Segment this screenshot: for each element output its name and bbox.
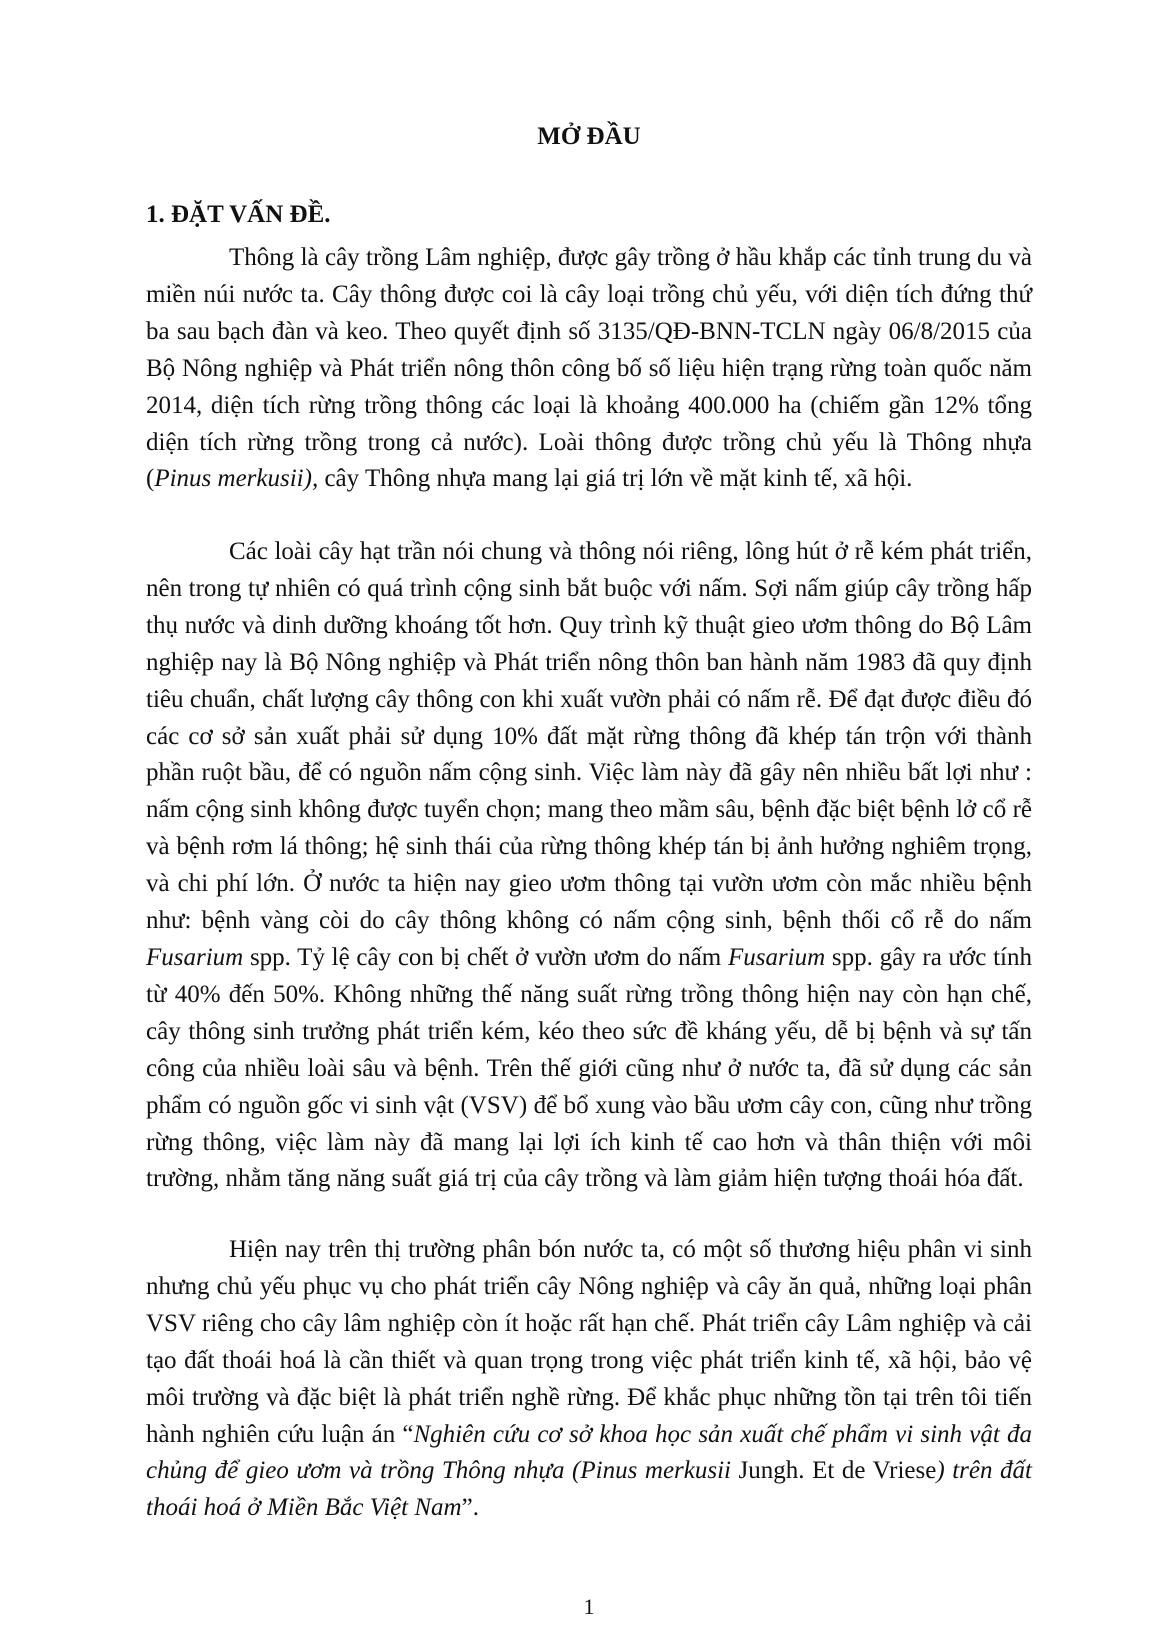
paragraph-3-text-2: Jungh. Et de Vriese: [731, 1457, 937, 1485]
paragraph-1-italic-species: Pinus merkusii),: [154, 465, 319, 493]
page-number: 1: [583, 1594, 595, 1619]
paragraph-2-text-3: spp. gây ra ước tính từ 40% đến 50%. Không những thế năng suất rừng trồng thông hiện nay còn hạn chế, cây thông sinh trưởng phát triển kém, kéo theo sức đề kháng yếu, dễ bị bệnh và sự tấn công của nhiều loài sâu và bệnh. Trên thế giới cũng như ở nước ta, đã sử dụng các sản phẩm có nguồn gốc vi sinh vật (VSV) để bổ xung vào bầu ươm cây con, cũng như trồng rừng thông, việc làm này đã mang lại lợi ích kinh tế cao hơn và thân thiện với môi trường, nhằm tăng năng suất giá trị của cây trồng và làm giảm hiện tượng thoái hóa đất.: [146, 943, 1032, 1193]
paragraph-2-text-1: Các loài cây hạt trần nói chung và thông nói riêng, lông hút ở rễ kém phát triển, nên trong tự nhiên có quá trình cộng sinh bắt buộc với nấm. Sợi nấm giúp cây trồng hấp thụ nước và dinh dưỡng khoáng tốt hơn. Quy trình kỹ thuật gieo ươm thông do Bộ Lâm nghiệp nay là Bộ Nông nghiệp và Phát triển nông thôn ban hành năm 1983 đã quy định tiêu chuẩn, chất lượng cây thông con khi xuất vườn phải có nấm rễ. Để đạt được điều đó các cơ sở sản xuất phải sử dụng 10% đất mặt rừng thông đã khép tán trộn với thành phần ruột bầu, để có nguồn nấm cộng sinh. Việc làm này đã gây nên nhiều bất lợi như : nấm cộng sinh không được tuyển chọn; mang theo mầm sâu, bệnh đặc biệt bệnh lở cổ rễ và bệnh rơm lá thông; hệ sinh thái của rừng thông khép tán bị ảnh hưởng nghiêm trọng, và chi phí lớn. Ở nước ta hiện nay gieo ươm thông tại vườn ươm còn mắc nhiều bệnh như: bệnh vàng còi do cây thông không có nấm cộng sinh, bệnh thối cổ rễ do nấm: [146, 538, 1032, 935]
paragraph-1-text-1: Thông là cây trồng Lâm nghiệp, được gây trồng ở hầu khắp các tỉnh trung du và miền núi nước ta. Cây thông được coi là cây loại trồng chủ yếu, với diện tích đứng thứ ba sau bạch đàn và keo. Theo quyết định số 3135/QĐ-BNN-TCLN ngày 06/8/2015 của Bộ Nông nghiệp và Phát triển nông thôn công bố số liệu hiện trạng rừng toàn quốc năm 2014, diện tích rừng trồng thông các loại là khoảng 400.000 ha (chiếm gần 12% tổng diện tích rừng trồng trong cả nước). Loài thông được trồng chủ yếu là Thông nhựa (: [146, 244, 1032, 493]
paragraph-2: [146, 534, 1032, 1198]
section-heading: 1. ĐẶT VẤN ĐỀ.: [146, 201, 331, 228]
paragraph-1-text-2: cây Thông nhựa mang lại giá trị lớn về mặt kinh tế, xã hội.: [318, 465, 913, 493]
paragraph-3-italic-thesis-title-2: ) trên đất thoái hoá ở Miền Bắc Việt Nam: [146, 1457, 1032, 1522]
paragraph-3-italic-thesis-title-1: Nghiên cứu cơ sở khoa học sản xuất chế phẩm vi sinh vật đa chủng để gieo ươm và trồng Thông nhựa (Pinus merkusii: [146, 1420, 1032, 1485]
paragraph-2-italic-genus-2: Fusarium: [727, 943, 826, 971]
paragraph-2-italic-genus-1: Fusarium: [146, 943, 244, 971]
paragraph-3-text-3: ”.: [461, 1494, 479, 1522]
paragraph-3-text-1: Hiện nay trên thị trường phân bón nước ta, có một số thương hiệu phân vi sinh nhưng chủ yếu phục vụ cho phát triển cây Nông nghiệp và cây ăn quả, những loại phân VSV riêng cho cây lâm nghiệp còn ít hoặc rất hạn chế. Phát triển cây Lâm nghiệp và cải tạo đất thoái hoá là cần thiết và quan trọng trong việc phát triển kinh tế, xã hội, bảo vệ môi trường và đặc biệt là phát triển nghề rừng. Để khắc phục những tồn tại trên tôi tiến hành nghiên cứu luận án “: [146, 1236, 1032, 1448]
document-page: [146, 0, 1032, 1637]
paragraph-1: [146, 240, 1032, 498]
page-title: MỞ ĐẦU: [537, 123, 641, 150]
paragraph-2-text-2: spp. Tỷ lệ cây con bị chết ở vườn ươm do nấm: [243, 943, 728, 971]
paragraph-3: [146, 1232, 1032, 1527]
